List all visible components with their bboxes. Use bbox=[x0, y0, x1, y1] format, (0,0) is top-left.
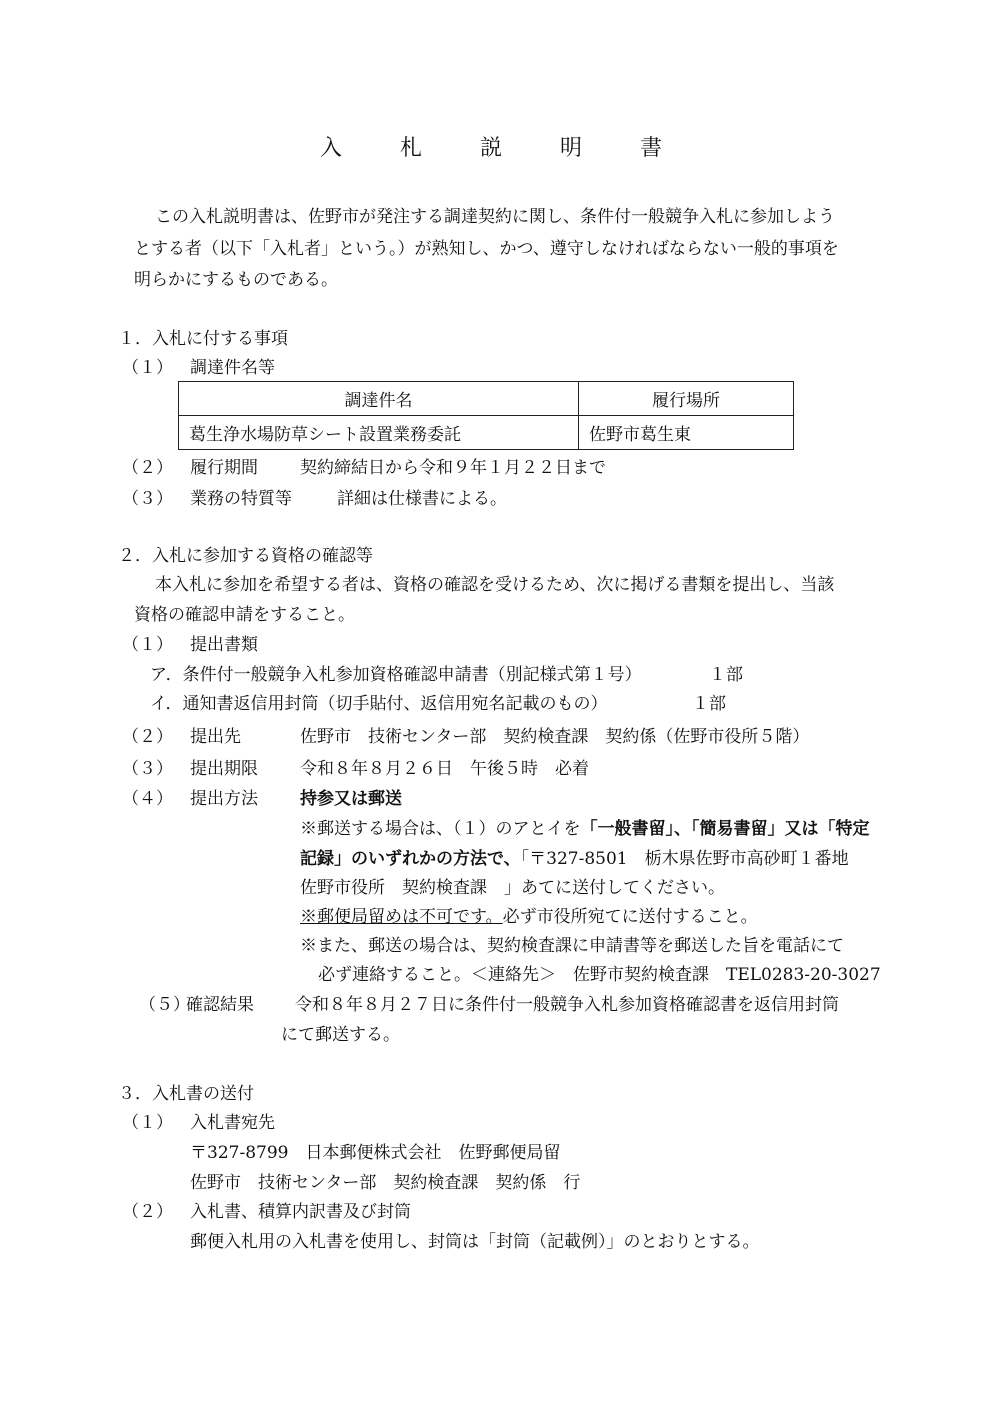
mail-note-emphasis: 「一般書留」、「簡易書留」又は「特定 bbox=[580, 819, 870, 839]
s2-item-5-text-1: 令和８年８月２７日に条件付一般競争入札参加資格確認書を返信用封筒 bbox=[295, 995, 839, 1015]
intro-line-3: 明らかにするものである。 bbox=[134, 270, 338, 290]
s2-intro-line-1: 本入札に参加を希望する者は、資格の確認を受けるため、次に掲げる書類を提出し、当該 bbox=[155, 575, 835, 595]
table-cell: 葛生浄水場防草シート設置業務委託 bbox=[179, 416, 579, 450]
document-title: 入 札 説 明 書 bbox=[319, 136, 680, 161]
mail-note-text: 必ず市役所宛てに送付すること。 bbox=[502, 907, 758, 927]
s2-item-2-value: 佐野市 技術センター部 契約検査課 契約係（佐野市役所５階） bbox=[300, 727, 810, 747]
table-header-row bbox=[179, 382, 794, 416]
s2-intro-line-2: 資格の確認申請をすること。 bbox=[134, 605, 355, 625]
s3-item-2-label: 入札書、積算内訳書及び封筒 bbox=[190, 1202, 411, 1222]
s2-item-1-number: （１） bbox=[122, 635, 173, 655]
s1-item-3-number: （３） bbox=[122, 489, 173, 509]
s1-item-2-value: 契約締結日から令和９年１月２２日まで bbox=[300, 458, 606, 478]
intro-line-2: とする者（以下「入札者」という。）が熟知し、かつ、遵守しなければならない一般的事項を bbox=[134, 239, 839, 259]
s1-item-2-label: 履行期間 bbox=[190, 458, 258, 478]
table-cell: 佐野市葛生東 bbox=[579, 416, 794, 450]
document-a: ア．条件付一般競争入札参加資格確認申請書（別記様式第１号） bbox=[150, 665, 642, 685]
mail-note-text: 「〒327-8501 栃木県佐野市高砂町１番地 bbox=[520, 849, 849, 869]
table-row bbox=[179, 416, 794, 450]
document-a-quantity: １部 bbox=[709, 665, 743, 685]
mail-note-line-6: 必ず連絡すること。＜連絡先＞ 佐野市契約検査課 TEL0283-20-3027 bbox=[318, 965, 881, 985]
s1-item-1-label: 調達件名等 bbox=[190, 358, 275, 378]
address-line-1: 〒327-8799 日本郵便株式会社 佐野郵便局留 bbox=[190, 1143, 561, 1163]
mail-note-text: ※郵送する場合は、（１）のアとイを bbox=[300, 819, 581, 839]
s2-item-2-number: （２） bbox=[122, 727, 173, 747]
s2-item-4-number: （４） bbox=[122, 789, 173, 809]
s2-item-4-value: 持参又は郵送 bbox=[300, 789, 402, 809]
mail-note-line-1 bbox=[300, 818, 870, 840]
s3-item-2-text: 郵便入札用の入札書を使用し、封筒は「封筒（記載例）」のとおりとする。 bbox=[190, 1232, 760, 1252]
s2-item-3-number: （３） bbox=[122, 759, 173, 779]
s3-item-1-label: 入札書宛先 bbox=[190, 1113, 275, 1133]
s2-item-2-label: 提出先 bbox=[190, 727, 241, 747]
mail-note-underlined: ※郵便局留めは不可です。 bbox=[300, 907, 503, 927]
s2-item-3-value: 令和８年８月２６日 午後５時 必着 bbox=[300, 759, 589, 779]
s2-item-5-number: （５） bbox=[139, 995, 190, 1015]
mail-note-line-2 bbox=[300, 848, 849, 870]
document-b: イ．通知書返信用封筒（切手貼付、返信用宛名記載のもの） bbox=[150, 694, 608, 714]
mail-note-line-3: 佐野市役所 契約検査課 」あてに送付してください。 bbox=[300, 878, 725, 898]
address-line-2: 佐野市 技術センター部 契約検査課 契約係 行 bbox=[190, 1173, 581, 1193]
s1-item-1-number: （１） bbox=[122, 358, 173, 378]
table-header-cell: 調達件名 bbox=[179, 382, 579, 416]
s2-item-4-label: 提出方法 bbox=[190, 789, 258, 809]
s3-item-1-number: （１） bbox=[122, 1113, 173, 1133]
section-2-heading: ２．入札に参加する資格の確認等 bbox=[118, 546, 373, 566]
table-header-cell: 履行場所 bbox=[579, 382, 794, 416]
s1-item-3-label: 業務の特質等 bbox=[190, 489, 292, 509]
mail-note-line-5: ※また、郵送の場合は、契約検査課に申請書等を郵送した旨を電話にて bbox=[300, 936, 844, 956]
document-b-quantity: １部 bbox=[692, 694, 726, 714]
s3-item-2-number: （２） bbox=[122, 1202, 173, 1222]
s2-item-5-label: 確認結果 bbox=[186, 995, 254, 1015]
mail-note-line-4 bbox=[300, 906, 758, 928]
section-1-heading: １．入札に付する事項 bbox=[118, 329, 288, 349]
s1-item-2-number: （２） bbox=[122, 458, 173, 478]
s2-item-3-label: 提出期限 bbox=[190, 759, 258, 779]
s1-item-3-value: 詳細は仕様書による。 bbox=[337, 489, 507, 509]
s2-item-5-text-2: にて郵送する。 bbox=[281, 1025, 400, 1045]
procurement-table bbox=[178, 381, 794, 450]
intro-line-1: この入札説明書は、佐野市が発注する調達契約に関し、条件付一般競争入札に参加しよう bbox=[155, 207, 835, 227]
section-3-heading: ３．入札書の送付 bbox=[118, 1084, 254, 1104]
mail-note-emphasis: 記録」のいずれかの方法で、 bbox=[300, 849, 521, 869]
s2-item-1-label: 提出書類 bbox=[190, 635, 258, 655]
